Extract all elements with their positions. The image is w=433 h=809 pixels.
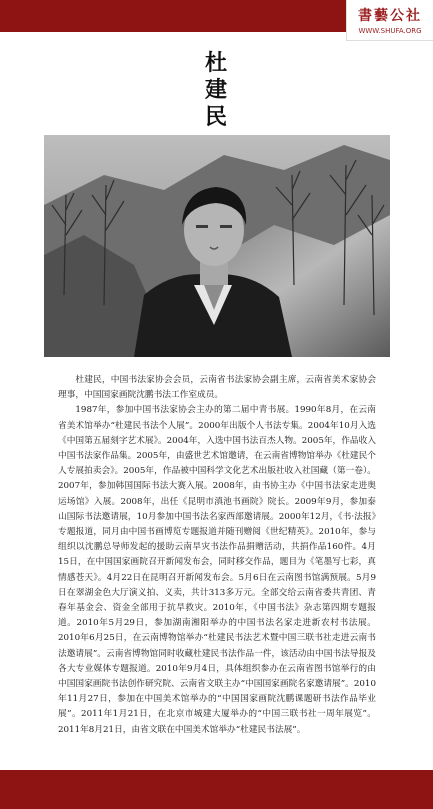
portrait-photo	[44, 135, 390, 357]
page-title	[196, 50, 236, 131]
site-logo[interactable]	[346, 0, 433, 41]
bottom-banner	[0, 770, 433, 809]
title-char-1: 杜	[204, 50, 227, 76]
bio-paragraph-1: 杜建民，中国书法家协会会员，云南省书法家协会副主席，云南省美术家协会理事，中国国家画院沈鹏书法工作室成员。	[58, 375, 376, 401]
title-char-3: 民	[204, 104, 227, 130]
biography-text	[58, 373, 376, 738]
bio-paragraph-2: 1987年，参加中国书法家协会主办的第二届中青书展。1990年8月，在云南省美术馆举办“杜建民书法个人展”。2000年出版个人书法专集。2004年10月入选《中国第五届刻字艺术展》。2004年，入选中国书法百杰人物。2005年，作品收入中国书法家作品集。2005年，由盛世艺术馆邀请，在云南省博物馆举办《杜建民个人专展拍卖会》。2005年，作品被中国科学文化艺术出版社收入社国藏（第一卷）。2007年，参加韩国国际书法大赛入展。2008年，由书协主办《中国书法家走进奥运场馆》入展。2008年，出任《昆明市滇池书画院》院长。2009年9月，参加泰山国际书法邀请展，10月参加中国书法名家西部邀请展。2000年12月，《书·法报》专题报道，同月由中国书画博览专题报道并随刊赠阅《世纪精英》。2010年，参与组织以沈鹏总导师发起的援助云南旱灾书法作品捐赠活动，共捐作品160件。4月15日，在中国国家画院召开新闻发布会，同时移交作品，题目为《笔墨写七彩，真情感苍天》。4月22日在昆明召开新闻发布会。5月6日在云南图书馆满预展。5月9日在翠湖金色大厅演义拍、义卖，共计313多万元。全部交给云南省委共青团、青春年基金会、资金全部用于抗旱救灾。2010年，《中国书法》杂志第四期专题报道。2010年5月29日，参加湖南湘阳举办的中国书法名家走进新农村书法展。2010年6月25日，在云南博物馆举办“杜建民书法艺术暨中国三联书社走进云南书法邀请展”。云南省博物馆同时收藏杜建民书法作品一件，该活动由中国书法导报及各大专业媒体专题报道。2010年9月4日，具体组织参办在云南省图书馆举行的由中国国家画院书法创作研究院、云南省文联主办“中国国家画院名家邀请展”。2010年11月27日，参加在中国美术馆举办的“中国国家画院沈鹏课题研书法作品毕业展”。2011年1月21日，在北京市城建大厦举办的“中国三联书社一周年展览”。2011年8月21日，由省文联在中国美术馆举办“杜建民书法展”。	[58, 405, 376, 735]
title-char-2: 建	[204, 77, 227, 103]
logo-text: 書藝公社	[358, 8, 422, 24]
logo-url: WWW.SHUFA.ORG	[358, 27, 422, 35]
